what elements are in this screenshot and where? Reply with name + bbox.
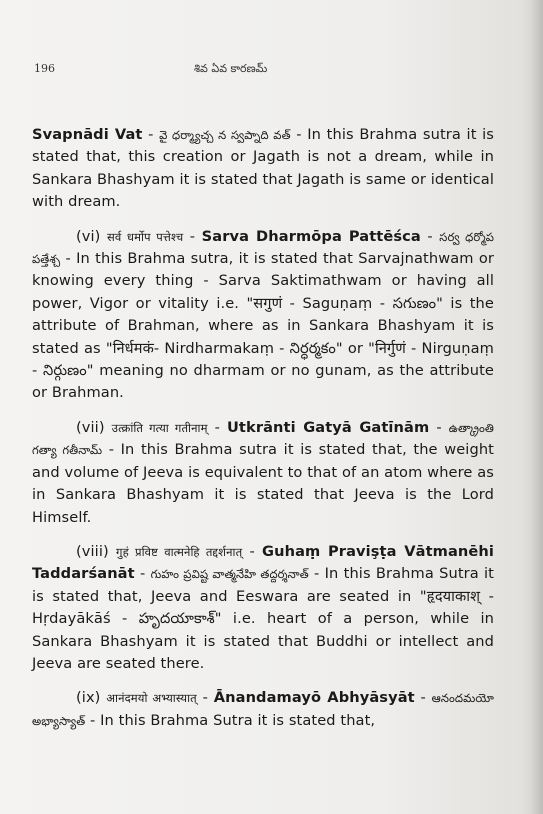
sutra-roman: Utkrānti Gatyā Gatīnām xyxy=(226,418,430,436)
item-number: (viii) xyxy=(76,542,109,560)
paragraph-viii: (viii) गुहं प्रविष्ट वात्मनेहि तद्दर्शनात् - Guhaṃ Pravişṭa Vātmanēhi Taddarśanāt - గుహం ప్రవిష్ట వాత్మనేహి తద్దర్శనాత్ - In this Brahma Sutra it is stated that, Jeeva and Eeswara are seated in "हृदयाकाश् - Hṛdayākāś - హృదయాకాశ్" i.e. heart of a person, while in Sankara Bhashyam it is stated that Buddhi or intellect and Jeeva are seated there. xyxy=(32,542,494,672)
page-number: 196 xyxy=(34,62,55,75)
sutra-telugu: ఉత్క్రాంతి గత్యా గతీనామ్ xyxy=(32,420,494,458)
page-spine-shadow xyxy=(531,0,543,814)
paragraph-body: In this Brahma Sutra it is stated that, xyxy=(100,711,376,729)
sutra-telugu: ఆనందమయో అభ్యాస్యాత్ xyxy=(32,691,494,728)
page-content xyxy=(32,124,494,744)
item-number: (ix) xyxy=(76,689,101,707)
sutra-telugu: సర్వ ధర్మోప పత్తేశ్చ xyxy=(32,229,494,267)
paragraph-body: In this Brahma sutra it is stated that, the weight and volume of Jeeva is equivalent to that of an atom where as in Sankara Bhashyam it is stated that Jeeva is the Lord Himself. xyxy=(32,441,494,526)
running-title: శివ ఏవ కారణమ్ xyxy=(194,62,268,75)
sutra-roman: Svapnādi Vat xyxy=(32,126,143,143)
item-number: (vii) xyxy=(76,418,105,436)
sutra-devanagari: गुहं प्रविष्ट वात्मनेहि तद्दर्शनात् xyxy=(116,544,243,559)
paragraph-svapnadi: Svapnādi Vat - వై ధర్మ్యాచ్చ న స్వప్నాది వత్ - In this Brahma sutra it is stated that, this creation or Jagath is not a dream, while in Sankara Bhashyam it is stated that Jagath is same or identical with dream. xyxy=(32,126,495,211)
sutra-devanagari: सर्व धर्मोप पत्तेश्च xyxy=(107,229,184,244)
sutra-telugu: గుహం ప్రవిష్ట వాత్మనేహి తద్దర్శనాత్ xyxy=(150,567,309,582)
paragraph-vi: (vi) सर्व धर्मोप पत्तेश्च - Sarva Dharmōpa Pattēśca - సర్వ ధర్మోప పత్తేశ్చ - In this Brahma sutra, it is stated that Sarvajnathwam or knowing every thing - Sarva Saktimathwam or having all power, Vigor or vitality i.e. "सगुणं - Saguṇaṃ - సగుణం" is the attribute of Brahman, where as in Sankara Bhashyam it is stated as "निर्धमकं- Nirdharmakaṃ - నిర్ధర్మకం" or "निर्गुणं - Nirguṇaṃ - నిర్గుణం" meaning no dharmam or no gunam, as the attribute or Brahman. xyxy=(32,227,494,402)
sutra-devanagari: आनंदमयो अभ्यास्यात् xyxy=(106,691,197,706)
sutra-roman: Ānandamayō Abhyāsyāt xyxy=(213,689,415,707)
item-number: (vi) xyxy=(76,227,101,245)
paragraph-body: In this Brahma sutra it is stated that, this creation or Jagath is not a dream, while in Sankara Bhashyam it is stated that Jagath is same or identical with dream. xyxy=(32,126,495,211)
paragraph-vii: (vii) उत्क्रांति गत्या गतीनाम् - Utkrānti Gatyā Gatīnām - ఉత్క్రాంతి గత్యా గతీనామ్ - In this Brahma sutra it is stated that, the weight and volume of Jeeva is equivalent to that of an atom where as in Sankara Bhashyam it is stated that Jeeva is the Lord Himself. xyxy=(32,418,494,526)
paragraph-body: In this Brahma sutra, it is stated that Sarvajnathwam or knowing every thing - Sarva Saktimathwam or having all power, Vigor or vitality i.e. "सगुणं - Saguṇaṃ - సగుణం" is the attribute of Brahman, where as in Sankara Bhashyam it is stated as "निर्धमकं- Nirdharmakaṃ - నిర్ధర్మకం" or "निर्गुणं - Nirguṇaṃ - నిర్గుణం" meaning no dharmam or no gunam, as the attribute or Brahman. xyxy=(32,250,494,402)
sutra-roman: Guhaṃ Pravişṭa Vātmanēhi Taddarśanāt xyxy=(32,542,494,583)
sutra-devanagari: उत्क्रांति गत्या गतीनाम् xyxy=(111,420,208,435)
paragraph-ix: (ix) आनंदमयो अभ्यास्यात् - Ānandamayō Abhyāsyāt - ఆనందమయో అభ్యాస్యాత్ - In this Brahma Sutra it is stated that, xyxy=(32,689,494,729)
paragraph-body: In this Brahma Sutra it is stated that, Jeeva and Eeswara are seated in "हृदयाकाश् - Hṛdayākāś - హృదయాకాశ్" i.e. heart of a person, while in Sankara Bhashyam it is stated that Buddhi or intellect and Jeeva are seated there. xyxy=(32,565,494,672)
sutra-roman: Sarva Dharmōpa Pattēśca xyxy=(201,227,421,245)
sutra-telugu: వై ధర్మ్యాచ్చ న స్వప్నాది వత్ xyxy=(159,128,291,142)
page-header xyxy=(34,62,503,78)
